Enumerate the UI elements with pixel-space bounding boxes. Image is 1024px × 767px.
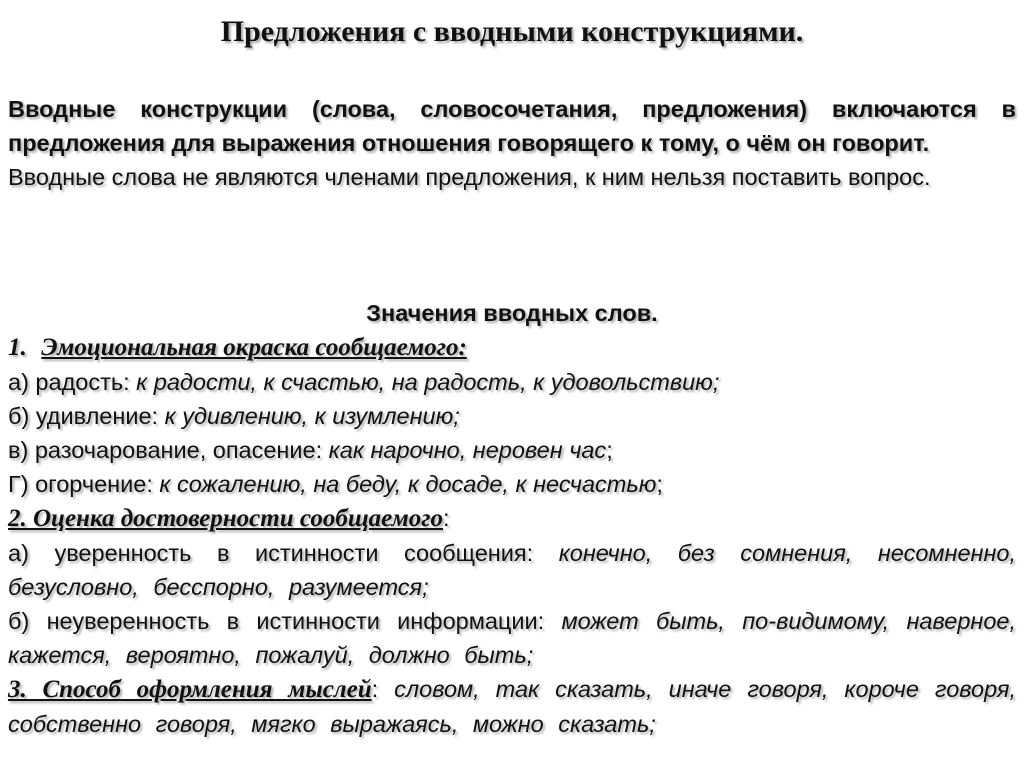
- list-item: [8, 399, 1016, 433]
- item-examples: может быть, по-видимому, наверное, кажется, вероятно, пожалуй, должно быть;: [8, 608, 1016, 668]
- group3-colon: :: [371, 676, 379, 702]
- slide-title: Предложения с вводными конструкциями.: [220, 15, 804, 48]
- group3-examples: словом, так сказать, иначе говоря, короче говоря, собственно говоря, мягко выражаясь, можно сказать;: [8, 676, 1016, 737]
- list-item: [8, 365, 1016, 399]
- meanings-block: [8, 296, 1016, 741]
- definition-text: Вводные конструкции (слова, словосочетания, предложения) включаются в предложения для выражения отношения говорящего к тому, о чём он говорит.: [8, 96, 1016, 156]
- group1-number: 1.: [8, 334, 27, 361]
- intro-block: [8, 92, 1016, 194]
- group2-heading: [8, 501, 1016, 536]
- item-examples: к радости, к счастью, на радость, к удовольствию;: [136, 369, 720, 395]
- group3-title: 3. Способ оформления мыслей: [8, 676, 372, 703]
- list-item: [8, 467, 1016, 501]
- list-item: [8, 604, 1016, 672]
- item-label: а) уверенность в истинности сообщения:: [8, 540, 559, 566]
- item-label: Г) огорчение:: [8, 471, 160, 497]
- list-item: [8, 433, 1016, 467]
- group3-paragraph: [8, 672, 1016, 741]
- item-label: б) неуверенность в истинности информации:: [8, 608, 562, 634]
- item-examples: конечно, без сомнения, несомненно, безусловно, бесспорно, разумеется;: [8, 540, 1016, 600]
- item-examples: к удивлению, к изумлению;: [164, 403, 460, 429]
- meanings-heading: Значения вводных слов.: [366, 300, 658, 326]
- group1-heading: [8, 330, 1016, 365]
- group2-title: 2. Оценка достоверности сообщаемого: [8, 505, 443, 532]
- item-examples: к сожалению, на беду, к досаде, к несчастью: [159, 471, 657, 497]
- item-label: в) разочарование, опасение:: [8, 437, 329, 463]
- item-label: б) удивление:: [8, 403, 165, 429]
- note-text: Вводные слова не являются членами предложения, к ним нельзя поставить вопрос.: [8, 164, 931, 190]
- group2-colon: :: [443, 505, 450, 531]
- group1-title: Эмоциональная окраска сообщаемого:: [41, 334, 467, 361]
- list-item: [8, 536, 1016, 604]
- item-suffix: ;: [656, 471, 663, 497]
- item-examples: как нарочно, неровен час: [328, 437, 607, 463]
- item-suffix: ;: [606, 437, 613, 463]
- item-label: а) радость:: [8, 369, 137, 395]
